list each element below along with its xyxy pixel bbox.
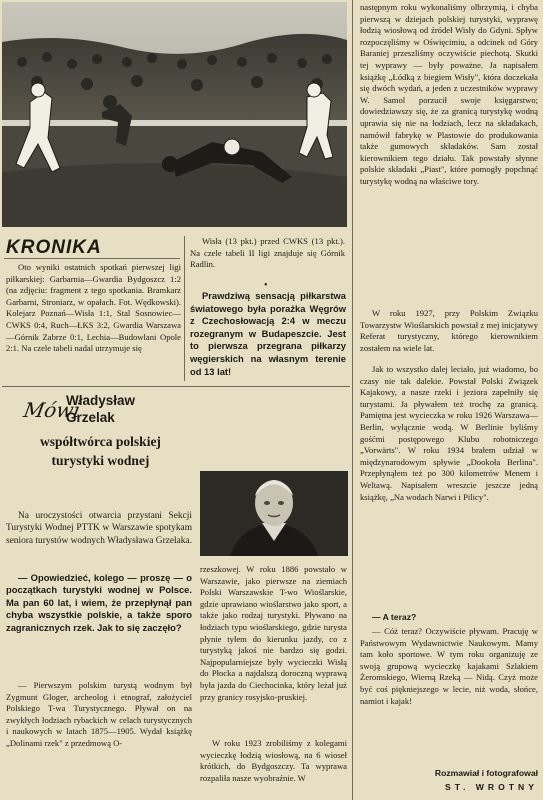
interview-answer-6: Jak to wszystko dalej leciało, już wiadomo, bo czasy nie tak dalekie. Powstał Polski Związek Kajakowy, a nasze rzeki i jeziora zapełniły się turystami. Ja pływałem też trochę za granicą. Pamiętna jest wycieczka w roku 1926 Warszawa—Berlin, wyłącznie wodą. W Berlinie byliśmy gośćmi postępowego Klubu robotniczego „Vorwärts". W roku 1934 brałem udział w międzynarodowym spływie „Dookoła Berlina". Przepłynąłem też po 300 kilometrów Menem i Weltawą. Napisałem wreszcie jeszcze jedną książkę, „Na wodach Narwi i Pilicy".: [360, 364, 538, 502]
football-match-photo: [2, 2, 347, 227]
interview-subtitle: współtwórca polskiej turystyki wodnej: [40, 434, 161, 468]
kronika-results-text: Oto wyniki ostatnich spotkań pierwszej ligi piłkarskiej: Garbarnia—Gwardia Bydgoszcz 1:2 (na zdjęciu: fragment z tego spotkania. Bramkarz Garbarni, Stroniarz, w opałach. Fot. Wędkowski). Kolejarz Poznań—Wisła 1:1, Stal Sosnowiec—CWKS 0:4, Ruch—ŁKS 3:2, Gwardia Warszawa—Górnik Zabrze 0:1, Lechia—Budowlani Opole 2:1. Na czele tabeli nadal utrzymuje się: [6, 262, 181, 354]
interview-answer-3: W roku 1923 zrobiliśmy z kolegami wycieczkę łodzią wiosłową, na 6 wioseł krótkich, do Bydgoszczy. Ta wyprawa rozpaliła nasze wyobraźnie. W: [200, 738, 347, 783]
section-rule: [2, 386, 350, 387]
credit-label: Rozmawiał i fotografował: [434, 768, 538, 778]
interview-answer-4: następnym roku wykonaliśmy olbrzymią, i chyba pierwszą w dziejach polskiej turystyki, wyprawę łodzią wiosłową od źródeł Wisły do Gdyni. Spływ rozpoczęliśmy w Oświęcimiu, a odcinek od Góry Baraniej przeszliśmy oczywiście piechotą. Skutki tej wyprawy — były poważne. Ja napisałem książkę „Łódką z biegiem Wisły", która doczekała się dwóch wydań, a jeden z uczestników wyprawy W. Samol porzucił swoje księgarstwo; dowiedziawszy się, że za granicą turystykę wodną uprawia się nie na łodziach, lecz na składakach, namówił fabrykę w Plastowie do produkowania także gumowych składaków. Sam został kierownikiem tego działu. Tak powstały słynne polskie składaki „Piast", które pomogły popchnąć turystykę wodną na właściwe tory.: [360, 2, 538, 186]
kronika-highlight: Prawdziwą sensacją piłkarstwa światowego była porażka Węgrów z Czechosłowacją 2:4 w meczu rozegranym w Budapeszcie. Jest to pierwsza przegrana piłkarzy węgierskich na własnym terenie od 13 lat!: [190, 290, 346, 377]
credit-name: ST. WROTNY: [445, 782, 538, 792]
interview-question: — Opowiedzieć, kolego — proszę — o początkach turystyki wodnej w Polsce. Ma pan 60 lat, i wiem, że przepłynął pan chyba wszystkie polskie, a także sporo zagranicznych rzek. Jak to się zaczęło?: [6, 572, 192, 633]
portrait-photo: [200, 471, 348, 556]
kronika-heading: KRONIKA: [6, 237, 102, 258]
kronika-star: •: [264, 280, 268, 291]
interview-question-2: — A teraz?: [372, 612, 417, 622]
kronika-table-note: Wisła (13 pkt.) przed CWKS (13 pkt.). Na czele tabeli II ligi znajduje się Górnik Radlin.: [190, 236, 345, 270]
kronika-divider: [184, 236, 185, 381]
interview-intro: Na uroczystości otwarcia przystani Sekcji Turystyki Wodnej PTTK w Warszawie spotykam seniora turystów wodnych Władysława Grzelaka.: [6, 511, 192, 546]
interview-answer-1: — Pierwszym polskim turystą wodnym był Zygmunt Gloger, archeolog i etnograf, założyciel Polskiego T-wa Turystycznego. Pływał on na zwykłych łodziach rybackich w celach turystycznych i naukowych w latach 1875—1905. Wydał książkę „Dolinami rzek" z przedmową O-: [6, 680, 192, 748]
football-photo-drawing: [2, 2, 347, 227]
portrait-drawing: [200, 471, 348, 556]
interview-answer-2: rzeszkowej. W roku 1886 powstało w Warszawie, jako pierwsze na ziemiach Polski Warszawskie T-wo Wioślarskie, gdzie uprawiano wioślarstwo jako sport, a także jako rodzaj turystyki. Pływano na łodziach typu wioślarskiego, gdzie turysta płynie tyłem do kierunku jazdy, co z turystyką jakoś nie bardzo się godzi. Najpopularniejsze były wycieczki Wisłą do Płocka a najdalszą doroczną wyprawą była jazda do Ciechocinka, który leżał już przy granicy rosyjsko-pruskiej.: [200, 564, 347, 702]
interview-answer-7: — Cóż teraz? Oczywiście pływam. Pracuję w Państwowym Wydawnictwie Naukowym. Mamy tam koło sportowe. W tym roku organizuję ze swoją grupową wycieczkę kajakami Szlakiem Żeromskiego, Wierną Rzeką — Nidą. Czyż może być coś piękniejszego w lecie, niż woda, słońce, namiot i kajak!: [360, 626, 538, 706]
kronika-rule: [4, 258, 180, 259]
mowi-script-logo: Mówi: [21, 398, 83, 422]
column-divider: [352, 0, 353, 800]
interview-answer-5: W roku 1927, przy Polskim Związku Towarzystw Wioślarskich powstał z mej inicjatywy Referat turystyczny, którego kierownikiem zostałem na wiele lat.: [360, 308, 538, 353]
person-name: Władysław Grzelak: [66, 393, 136, 425]
